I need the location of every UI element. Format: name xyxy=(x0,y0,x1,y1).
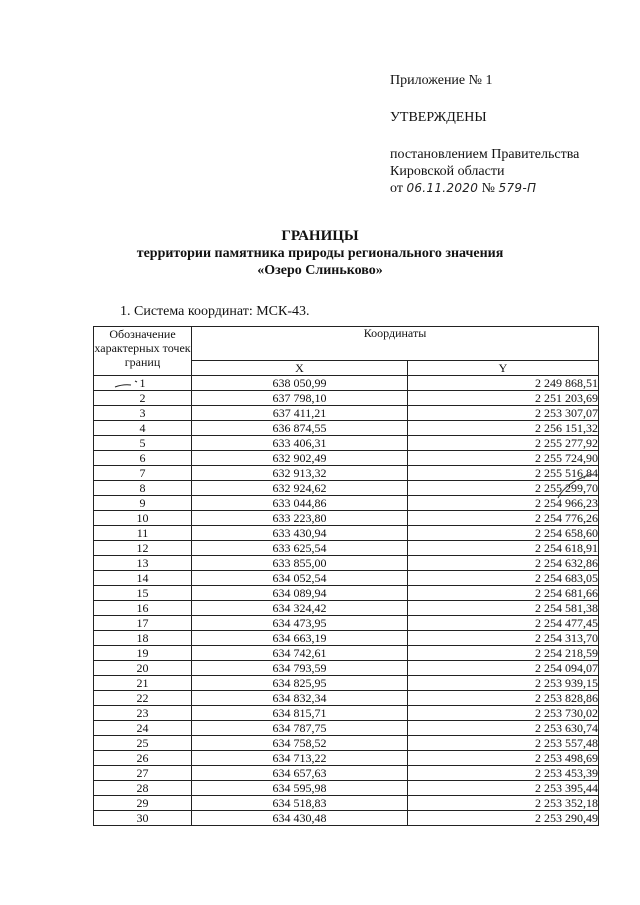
table-row xyxy=(94,766,599,781)
table-row xyxy=(94,376,599,391)
point-number: 3 xyxy=(94,406,192,421)
point-number: 10 xyxy=(94,511,192,526)
approved-label: УТВЕРЖДЕНЫ xyxy=(390,110,487,125)
decree-date-line xyxy=(390,180,630,197)
point-number: 23 xyxy=(94,706,192,721)
x-value: 634 052,54 xyxy=(192,571,408,586)
table-row xyxy=(94,751,599,766)
table-row xyxy=(94,541,599,556)
x-value: 632 924,62 xyxy=(192,481,408,496)
x-value: 632 902,49 xyxy=(192,451,408,466)
y-value: 2 253 630,74 xyxy=(408,721,599,736)
x-value: 634 595,98 xyxy=(192,781,408,796)
y-value: 2 253 557,48 xyxy=(408,736,599,751)
point-number: 4 xyxy=(94,421,192,436)
y-value: 2 254 618,91 xyxy=(408,541,599,556)
point-number: 21 xyxy=(94,676,192,691)
x-value: 637 411,21 xyxy=(192,406,408,421)
table-row xyxy=(94,706,599,721)
point-number: 25 xyxy=(94,736,192,751)
x-value: 634 324,42 xyxy=(192,601,408,616)
y-value: 2 253 828,86 xyxy=(408,691,599,706)
table-row xyxy=(94,451,599,466)
x-value: 638 050,99 xyxy=(192,376,408,391)
title-line-2: территории памятника природы регионального значения xyxy=(136,246,504,261)
x-value: 634 430,48 xyxy=(192,811,408,826)
point-number: 29 xyxy=(94,796,192,811)
point-number: 13 xyxy=(94,556,192,571)
title-line-1: ГРАНИЦЫ xyxy=(281,228,359,244)
table-row xyxy=(94,406,599,421)
x-value: 634 657,63 xyxy=(192,766,408,781)
table-row xyxy=(94,391,599,406)
table-row xyxy=(94,796,599,811)
y-value: 2 254 581,38 xyxy=(408,601,599,616)
decree-number: 579-П xyxy=(498,181,537,195)
y-value: 2 254 658,60 xyxy=(408,526,599,541)
decree-date: 06.11.2020 xyxy=(406,181,479,195)
table-row xyxy=(94,436,599,451)
x-value: 632 913,32 xyxy=(192,466,408,481)
decree-line-2: Кировской области xyxy=(390,164,505,179)
x-value: 634 793,59 xyxy=(192,661,408,676)
y-value: 2 255 299,70 xyxy=(408,481,599,496)
x-value: 637 798,10 xyxy=(192,391,408,406)
x-value: 634 787,75 xyxy=(192,721,408,736)
decree-number-sign: № xyxy=(481,181,496,196)
point-number: 30 xyxy=(94,811,192,826)
y-value: 2 254 681,66 xyxy=(408,586,599,601)
y-value: 2 251 203,69 xyxy=(408,391,599,406)
y-value: 2 253 453,39 xyxy=(408,766,599,781)
table-row xyxy=(94,676,599,691)
table-row xyxy=(94,721,599,736)
y-header: Y xyxy=(408,361,599,376)
y-value: 2 254 966,23 xyxy=(408,496,599,511)
point-number: 28 xyxy=(94,781,192,796)
point-number: 7 xyxy=(94,466,192,481)
table-row xyxy=(94,601,599,616)
y-value: 2 254 218,59 xyxy=(408,646,599,661)
point-number: 2 xyxy=(94,391,192,406)
x-value: 633 430,94 xyxy=(192,526,408,541)
point-number: 1 xyxy=(94,376,192,391)
y-value: 2 253 498,69 xyxy=(408,751,599,766)
x-value: 634 825,95 xyxy=(192,676,408,691)
point-number: 19 xyxy=(94,646,192,661)
point-number: 20 xyxy=(94,661,192,676)
x-value: 636 874,55 xyxy=(192,421,408,436)
approval-block xyxy=(390,72,630,197)
table-row xyxy=(94,571,599,586)
y-value: 2 255 277,92 xyxy=(408,436,599,451)
x-value: 634 089,94 xyxy=(192,586,408,601)
table-row xyxy=(94,691,599,706)
table-row xyxy=(94,631,599,646)
title-line-3: «Озеро Слиньково» xyxy=(257,263,383,278)
decree-from: от xyxy=(390,181,403,196)
y-value: 2 253 395,44 xyxy=(408,781,599,796)
decree-line-1: постановлением Правительства xyxy=(390,147,580,162)
table-row xyxy=(94,646,599,661)
point-number: 9 xyxy=(94,496,192,511)
table-row xyxy=(94,481,599,496)
table-row xyxy=(94,781,599,796)
table-row xyxy=(94,811,599,826)
y-value: 2 253 730,02 xyxy=(408,706,599,721)
coordinate-system-label: 1. Система координат: МСК-43. xyxy=(120,304,310,319)
x-value: 634 742,61 xyxy=(192,646,408,661)
point-number: 15 xyxy=(94,586,192,601)
point-number: 24 xyxy=(94,721,192,736)
point-number: 17 xyxy=(94,616,192,631)
y-value: 2 254 683,05 xyxy=(408,571,599,586)
point-number: 12 xyxy=(94,541,192,556)
pen-stroke xyxy=(556,472,596,502)
x-value: 634 815,71 xyxy=(192,706,408,721)
y-value: 2 253 307,07 xyxy=(408,406,599,421)
x-value: 633 406,31 xyxy=(192,436,408,451)
table-row xyxy=(94,421,599,436)
y-value: 2 254 632,86 xyxy=(408,556,599,571)
y-value: 2 254 313,70 xyxy=(408,631,599,646)
table-row xyxy=(94,466,599,481)
table-row xyxy=(94,511,599,526)
y-value: 2 254 776,26 xyxy=(408,511,599,526)
y-value: 2 254 477,45 xyxy=(408,616,599,631)
table-row xyxy=(94,526,599,541)
point-number: 22 xyxy=(94,691,192,706)
x-value: 633 625,54 xyxy=(192,541,408,556)
point-number: 14 xyxy=(94,571,192,586)
y-value: 2 255 724,90 xyxy=(408,451,599,466)
table-row xyxy=(94,496,599,511)
x-value: 634 758,52 xyxy=(192,736,408,751)
table-row xyxy=(94,616,599,631)
y-value: 2 253 352,18 xyxy=(408,796,599,811)
y-value: 2 255 516,84 xyxy=(408,466,599,481)
y-value: 2 254 094,07 xyxy=(408,661,599,676)
point-number: 16 xyxy=(94,601,192,616)
point-number: 8 xyxy=(94,481,192,496)
table-body xyxy=(94,376,599,826)
x-value: 633 044,86 xyxy=(192,496,408,511)
x-header: X xyxy=(192,361,408,376)
pen-mark xyxy=(113,378,143,390)
point-number: 5 xyxy=(94,436,192,451)
table-row xyxy=(94,556,599,571)
designation-header: Обозначение характерных точек границ xyxy=(94,327,192,376)
table-row xyxy=(94,586,599,601)
y-value: 2 253 290,49 xyxy=(408,811,599,826)
coordinates-table xyxy=(93,326,599,826)
x-value: 633 855,00 xyxy=(192,556,408,571)
point-number: 6 xyxy=(94,451,192,466)
y-value: 2 253 939,15 xyxy=(408,676,599,691)
x-value: 633 223,80 xyxy=(192,511,408,526)
table-row xyxy=(94,661,599,676)
x-value: 634 663,19 xyxy=(192,631,408,646)
point-number: 26 xyxy=(94,751,192,766)
y-value: 2 256 151,32 xyxy=(408,421,599,436)
point-number: 11 xyxy=(94,526,192,541)
document-title xyxy=(0,228,640,279)
appendix-label: Приложение № 1 xyxy=(390,73,493,88)
x-value: 634 713,22 xyxy=(192,751,408,766)
x-value: 634 518,83 xyxy=(192,796,408,811)
point-number: 27 xyxy=(94,766,192,781)
table-row xyxy=(94,736,599,751)
x-value: 634 832,34 xyxy=(192,691,408,706)
point-number: 18 xyxy=(94,631,192,646)
x-value: 634 473,95 xyxy=(192,616,408,631)
coordinates-header: Координаты xyxy=(192,327,599,361)
y-value: 2 249 868,51 xyxy=(408,376,599,391)
